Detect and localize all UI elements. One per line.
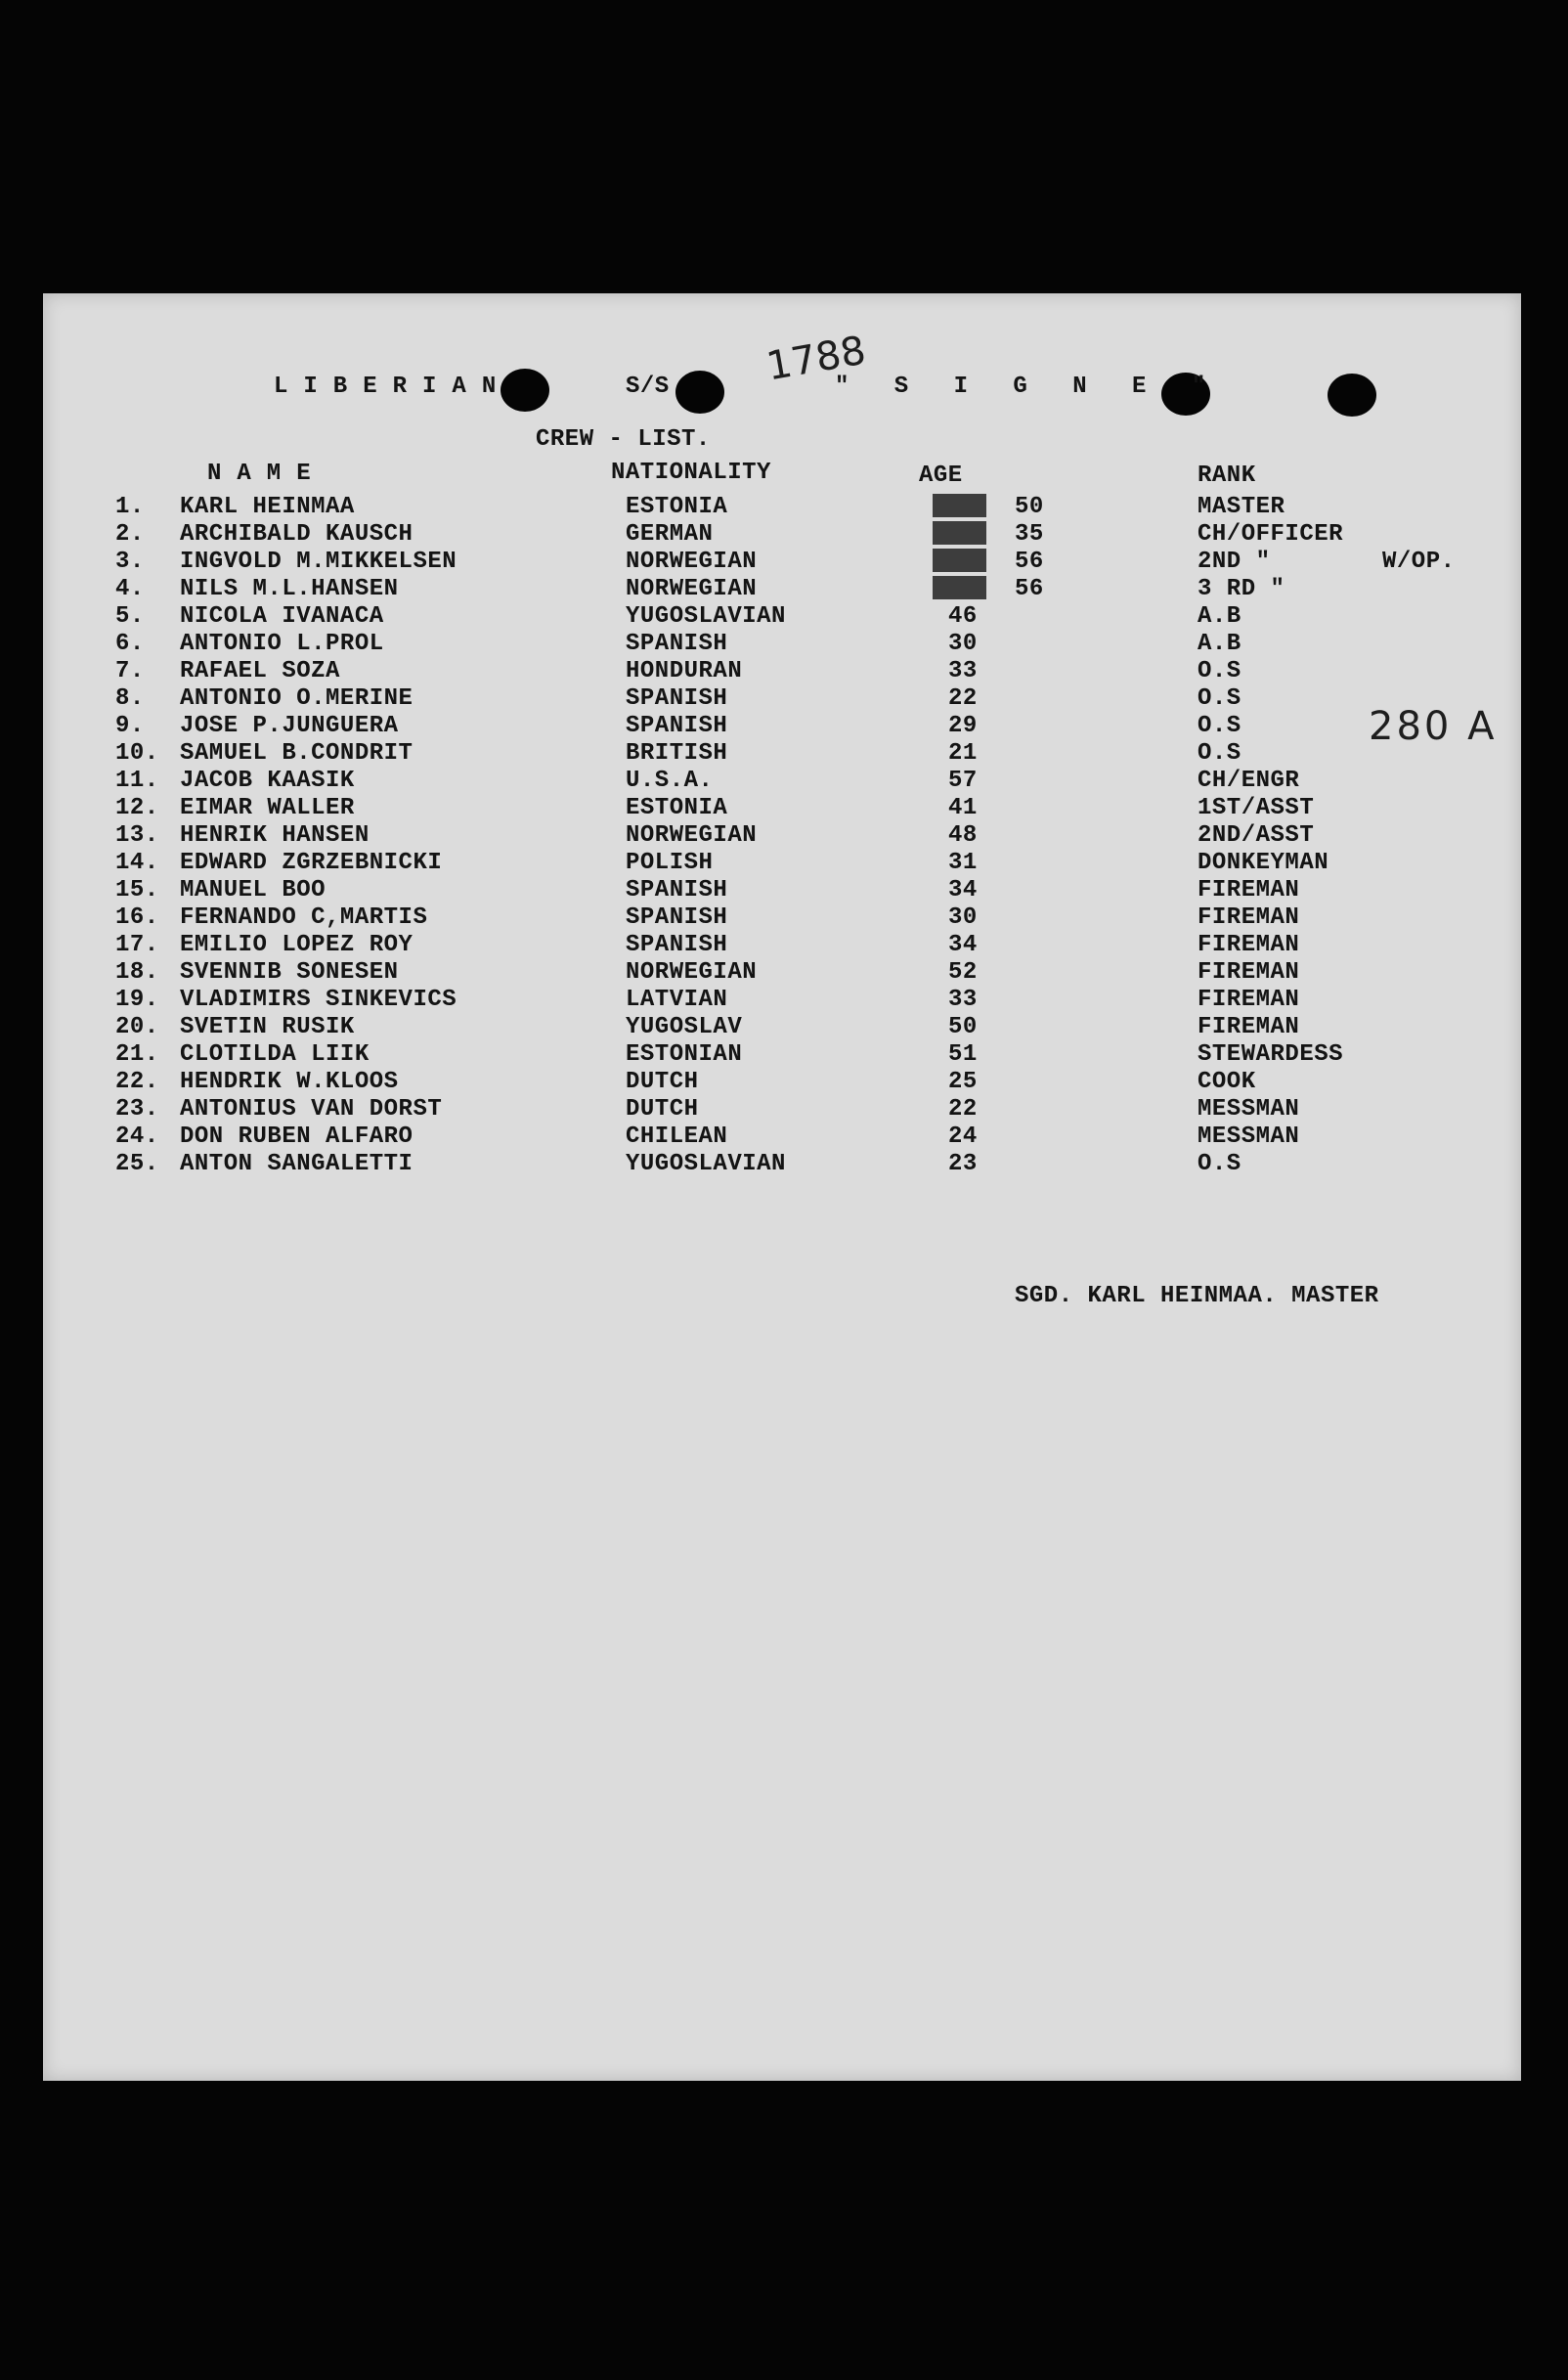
crew-age: 34 bbox=[948, 877, 978, 904]
crew-name: ANTONIO L.PROL bbox=[180, 631, 384, 657]
table-row bbox=[43, 603, 1521, 631]
crew-name: DON RUBEN ALFARO bbox=[180, 1124, 414, 1150]
crew-rank: MESSMAN bbox=[1198, 1124, 1300, 1150]
crew-name: FERNANDO C,MARTIS bbox=[180, 904, 428, 931]
crew-nationality: DUTCH bbox=[626, 1096, 699, 1123]
row-number: 4. bbox=[115, 576, 145, 602]
crew-rank: O.S bbox=[1198, 685, 1241, 712]
crew-name: SVETIN RUSIK bbox=[180, 1014, 355, 1040]
crew-rank: 1ST/ASST bbox=[1198, 795, 1315, 821]
crew-rank: FIREMAN bbox=[1198, 987, 1300, 1013]
crew-nationality: DUTCH bbox=[626, 1069, 699, 1095]
crew-age: 57 bbox=[948, 768, 978, 794]
crew-name: CLOTILDA LIIK bbox=[180, 1041, 370, 1068]
crew-nationality: HONDURAN bbox=[626, 658, 743, 684]
row-number: 24. bbox=[115, 1124, 159, 1150]
row-number: 5. bbox=[115, 603, 145, 630]
crew-nationality: NORWEGIAN bbox=[626, 959, 758, 986]
row-number: 18. bbox=[115, 959, 159, 986]
table-row bbox=[43, 740, 1521, 768]
crew-name: HENDRIK W.KLOOS bbox=[180, 1069, 399, 1095]
crew-age: 24 bbox=[948, 1124, 978, 1150]
crew-rank: FIREMAN bbox=[1198, 959, 1300, 986]
row-number: 1. bbox=[115, 494, 145, 520]
table-row bbox=[43, 1014, 1521, 1041]
crew-nationality: GERMAN bbox=[626, 521, 714, 548]
crew-age: 51 bbox=[948, 1041, 978, 1068]
crew-name: EDWARD ZGRZEBNICKI bbox=[180, 850, 443, 876]
crew-age: 21 bbox=[948, 740, 978, 767]
struck-out-mark bbox=[933, 494, 986, 517]
crew-nationality: SPANISH bbox=[626, 685, 728, 712]
table-row bbox=[43, 1069, 1521, 1096]
crew-nationality: POLISH bbox=[626, 850, 714, 876]
crew-nationality: SPANISH bbox=[626, 631, 728, 657]
crew-name: JACOB KAASIK bbox=[180, 768, 355, 794]
row-number: 16. bbox=[115, 904, 159, 931]
column-header-age: AGE bbox=[919, 463, 963, 489]
crew-rank: CH/OFFICER bbox=[1198, 521, 1344, 548]
crew-name: SVENNIB SONESEN bbox=[180, 959, 399, 986]
table-row bbox=[43, 1151, 1521, 1178]
struck-out-mark bbox=[933, 521, 986, 545]
crew-name: ANTONIUS VAN DORST bbox=[180, 1096, 443, 1123]
crew-rank: MESSMAN bbox=[1198, 1096, 1300, 1123]
crew-nationality: NORWEGIAN bbox=[626, 576, 758, 602]
row-number: 12. bbox=[115, 795, 159, 821]
crew-rank: FIREMAN bbox=[1198, 877, 1300, 904]
crew-age: 35 bbox=[1015, 521, 1044, 548]
crew-name: ARCHIBALD KAUSCH bbox=[180, 521, 414, 548]
table-row bbox=[43, 959, 1521, 987]
crew-name: EMILIO LOPEZ ROY bbox=[180, 932, 414, 958]
row-number: 9. bbox=[115, 713, 145, 739]
crew-age: 31 bbox=[948, 850, 978, 876]
row-number: 8. bbox=[115, 685, 145, 712]
struck-out-mark bbox=[933, 576, 986, 599]
crew-rank: O.S bbox=[1198, 740, 1241, 767]
crew-nationality: YUGOSLAVIAN bbox=[626, 603, 786, 630]
row-number: 6. bbox=[115, 631, 145, 657]
table-row bbox=[43, 658, 1521, 685]
crew-name: NILS M.L.HANSEN bbox=[180, 576, 399, 602]
row-number: 13. bbox=[115, 822, 159, 849]
crew-rank: COOK bbox=[1198, 1069, 1256, 1095]
crew-rank: CH/ENGR bbox=[1198, 768, 1300, 794]
crew-nationality: ESTONIA bbox=[626, 494, 728, 520]
crew-nationality: YUGOSLAVIAN bbox=[626, 1151, 786, 1177]
row-number: 25. bbox=[115, 1151, 159, 1177]
crew-nationality: SPANISH bbox=[626, 877, 728, 904]
table-row bbox=[43, 1124, 1521, 1151]
crew-age: 25 bbox=[948, 1069, 978, 1095]
crew-name: HENRIK HANSEN bbox=[180, 822, 370, 849]
table-row bbox=[43, 795, 1521, 822]
row-number: 7. bbox=[115, 658, 145, 684]
table-row bbox=[43, 904, 1521, 932]
crew-rank: FIREMAN bbox=[1198, 904, 1300, 931]
crew-rank: FIREMAN bbox=[1198, 1014, 1300, 1040]
crew-rank: 2ND " bbox=[1198, 549, 1271, 575]
crew-age: 50 bbox=[948, 1014, 978, 1040]
crew-rank: MASTER bbox=[1198, 494, 1285, 520]
crew-age: 52 bbox=[948, 959, 978, 986]
crew-age: 34 bbox=[948, 932, 978, 958]
crew-age: 23 bbox=[948, 1151, 978, 1177]
table-row bbox=[43, 768, 1521, 795]
crew-age: 30 bbox=[948, 904, 978, 931]
crew-rank: 3 RD " bbox=[1198, 576, 1285, 602]
row-number: 20. bbox=[115, 1014, 159, 1040]
crew-name: KARL HEINMAA bbox=[180, 494, 355, 520]
table-row bbox=[43, 549, 1521, 576]
crew-rank: O.S bbox=[1198, 713, 1241, 739]
crew-age: 33 bbox=[948, 658, 978, 684]
crew-name: SAMUEL B.CONDRIT bbox=[180, 740, 414, 767]
crew-rank: DONKEYMAN bbox=[1198, 850, 1329, 876]
row-number: 23. bbox=[115, 1096, 159, 1123]
row-number: 22. bbox=[115, 1069, 159, 1095]
row-number: 3. bbox=[115, 549, 145, 575]
crew-nationality: SPANISH bbox=[626, 904, 728, 931]
table-row bbox=[43, 1041, 1521, 1069]
row-number: 21. bbox=[115, 1041, 159, 1068]
crew-age: 29 bbox=[948, 713, 978, 739]
crew-rank: O.S bbox=[1198, 1151, 1241, 1177]
crew-nationality: ESTONIAN bbox=[626, 1041, 743, 1068]
table-row bbox=[43, 494, 1521, 521]
crew-nationality: SPANISH bbox=[626, 713, 728, 739]
vessel-name: " S I G N E " bbox=[835, 374, 1222, 400]
crew-nationality: NORWEGIAN bbox=[626, 822, 758, 849]
crew-rank: STEWARDESS bbox=[1198, 1041, 1344, 1068]
crew-age: 48 bbox=[948, 822, 978, 849]
column-header-rank: RANK bbox=[1198, 463, 1256, 489]
crew-rank: A.B bbox=[1198, 631, 1241, 657]
row-number: 2. bbox=[115, 521, 145, 548]
crew-age: 22 bbox=[948, 685, 978, 712]
crew-nationality: LATVIAN bbox=[626, 987, 728, 1013]
row-number: 10. bbox=[115, 740, 159, 767]
crew-nationality: ESTONIA bbox=[626, 795, 728, 821]
row-number: 14. bbox=[115, 850, 159, 876]
crew-rank: 2ND/ASST bbox=[1198, 822, 1315, 849]
row-number: 19. bbox=[115, 987, 159, 1013]
crew-age: 22 bbox=[948, 1096, 978, 1123]
table-row bbox=[43, 576, 1521, 603]
struck-out-mark bbox=[933, 549, 986, 572]
crew-nationality: NORWEGIAN bbox=[626, 549, 758, 575]
crew-nationality: U.S.A. bbox=[626, 768, 714, 794]
crew-rank: O.S bbox=[1198, 658, 1241, 684]
row-number: 15. bbox=[115, 877, 159, 904]
crew-nationality: YUGOSLAV bbox=[626, 1014, 743, 1040]
crew-age: 33 bbox=[948, 987, 978, 1013]
handwritten-number: 1788 bbox=[762, 328, 870, 390]
table-row bbox=[43, 685, 1521, 713]
document-title: CREW - LIST. bbox=[536, 426, 711, 453]
crew-name: VLADIMIRS SINKEVICS bbox=[180, 987, 457, 1013]
flag-label: LIBERIAN bbox=[274, 374, 512, 400]
table-row bbox=[43, 822, 1521, 850]
crew-age: 41 bbox=[948, 795, 978, 821]
column-header-name: NAME bbox=[207, 461, 327, 487]
row-number: 17. bbox=[115, 932, 159, 958]
table-row bbox=[43, 932, 1521, 959]
punch-hole bbox=[1328, 374, 1376, 417]
row-number: 11. bbox=[115, 768, 159, 794]
table-row bbox=[43, 521, 1521, 549]
margin-note: 280 A bbox=[1369, 704, 1498, 749]
crew-nationality: SPANISH bbox=[626, 932, 728, 958]
crew-name: ANTONIO O.MERINE bbox=[180, 685, 414, 712]
crew-name: JOSE P.JUNGUERA bbox=[180, 713, 399, 739]
crew-age: 30 bbox=[948, 631, 978, 657]
crew-list-sheet bbox=[43, 293, 1521, 2081]
crew-nationality: CHILEAN bbox=[626, 1124, 728, 1150]
crew-age: 56 bbox=[1015, 576, 1044, 602]
table-row bbox=[43, 877, 1521, 904]
signature-line: SGD. KARL HEINMAA. MASTER bbox=[1015, 1283, 1379, 1309]
crew-rank-extra: W/OP. bbox=[1382, 549, 1456, 575]
crew-rank: FIREMAN bbox=[1198, 932, 1300, 958]
table-row bbox=[43, 631, 1521, 658]
crew-age: 56 bbox=[1015, 549, 1044, 575]
table-row bbox=[43, 987, 1521, 1014]
punch-hole bbox=[675, 371, 724, 414]
table-row bbox=[43, 1096, 1521, 1124]
crew-age: 46 bbox=[948, 603, 978, 630]
crew-name: EIMAR WALLER bbox=[180, 795, 355, 821]
table-row bbox=[43, 713, 1521, 740]
crew-name: MANUEL BOO bbox=[180, 877, 327, 904]
crew-nationality: BRITISH bbox=[626, 740, 728, 767]
table-row bbox=[43, 850, 1521, 877]
vessel-type: S/S bbox=[626, 374, 670, 400]
crew-rank: A.B bbox=[1198, 603, 1241, 630]
crew-name: NICOLA IVANACA bbox=[180, 603, 384, 630]
crew-name: RAFAEL SOZA bbox=[180, 658, 340, 684]
crew-age: 50 bbox=[1015, 494, 1044, 520]
crew-name: INGVOLD M.MIKKELSEN bbox=[180, 549, 457, 575]
column-header-nationality: NATIONALITY bbox=[611, 460, 771, 486]
crew-name: ANTON SANGALETTI bbox=[180, 1151, 414, 1177]
